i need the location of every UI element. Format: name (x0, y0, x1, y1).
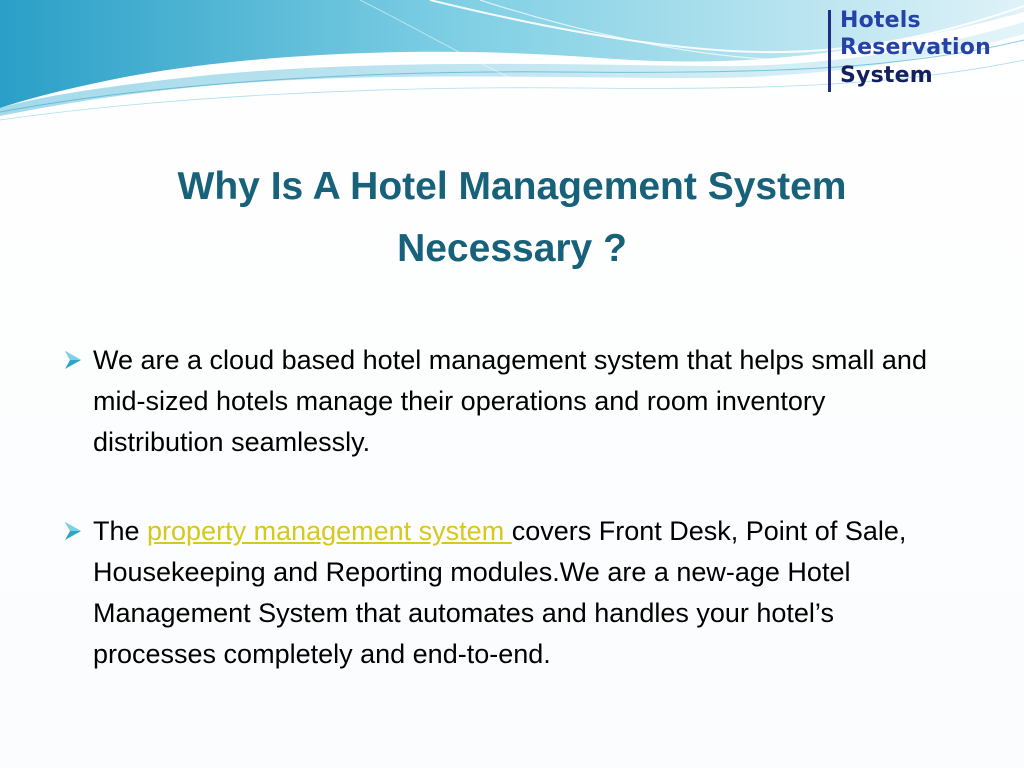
bullet-item-cloud-system (62, 340, 962, 463)
arrow-bullet-icon (62, 349, 84, 371)
bullet-list (62, 340, 962, 675)
slide-title (100, 156, 924, 280)
logo-text-reservation: Reservation (840, 35, 991, 60)
slide-title-line-1: Why Is A Hotel Management System (177, 165, 847, 208)
logo-text-system: System (840, 63, 933, 88)
bullet-text: We are a cloud based hotel management system that helps small and mid-sized hotels manage their operations and room inventory distribution seamlessly. (93, 345, 927, 457)
brand-logo (828, 8, 1024, 94)
logo-divider (828, 10, 831, 92)
bullet-text-lead: The (93, 516, 148, 546)
slide-title-line-2: Necessary ? (397, 227, 627, 270)
logo-text-hotels: Hotels (840, 8, 921, 33)
property-management-system-link[interactable]: property management system (147, 516, 512, 546)
bullet-item-pms (62, 511, 962, 675)
arrow-bullet-icon (62, 520, 84, 542)
bullet-text-rest: covers Front Desk, Point of Sale, Housekeeping and Reporting modules.We are a new-age Hotel Management System that automates and handles your hotel’s processes completely and end-to-end. (93, 516, 907, 669)
